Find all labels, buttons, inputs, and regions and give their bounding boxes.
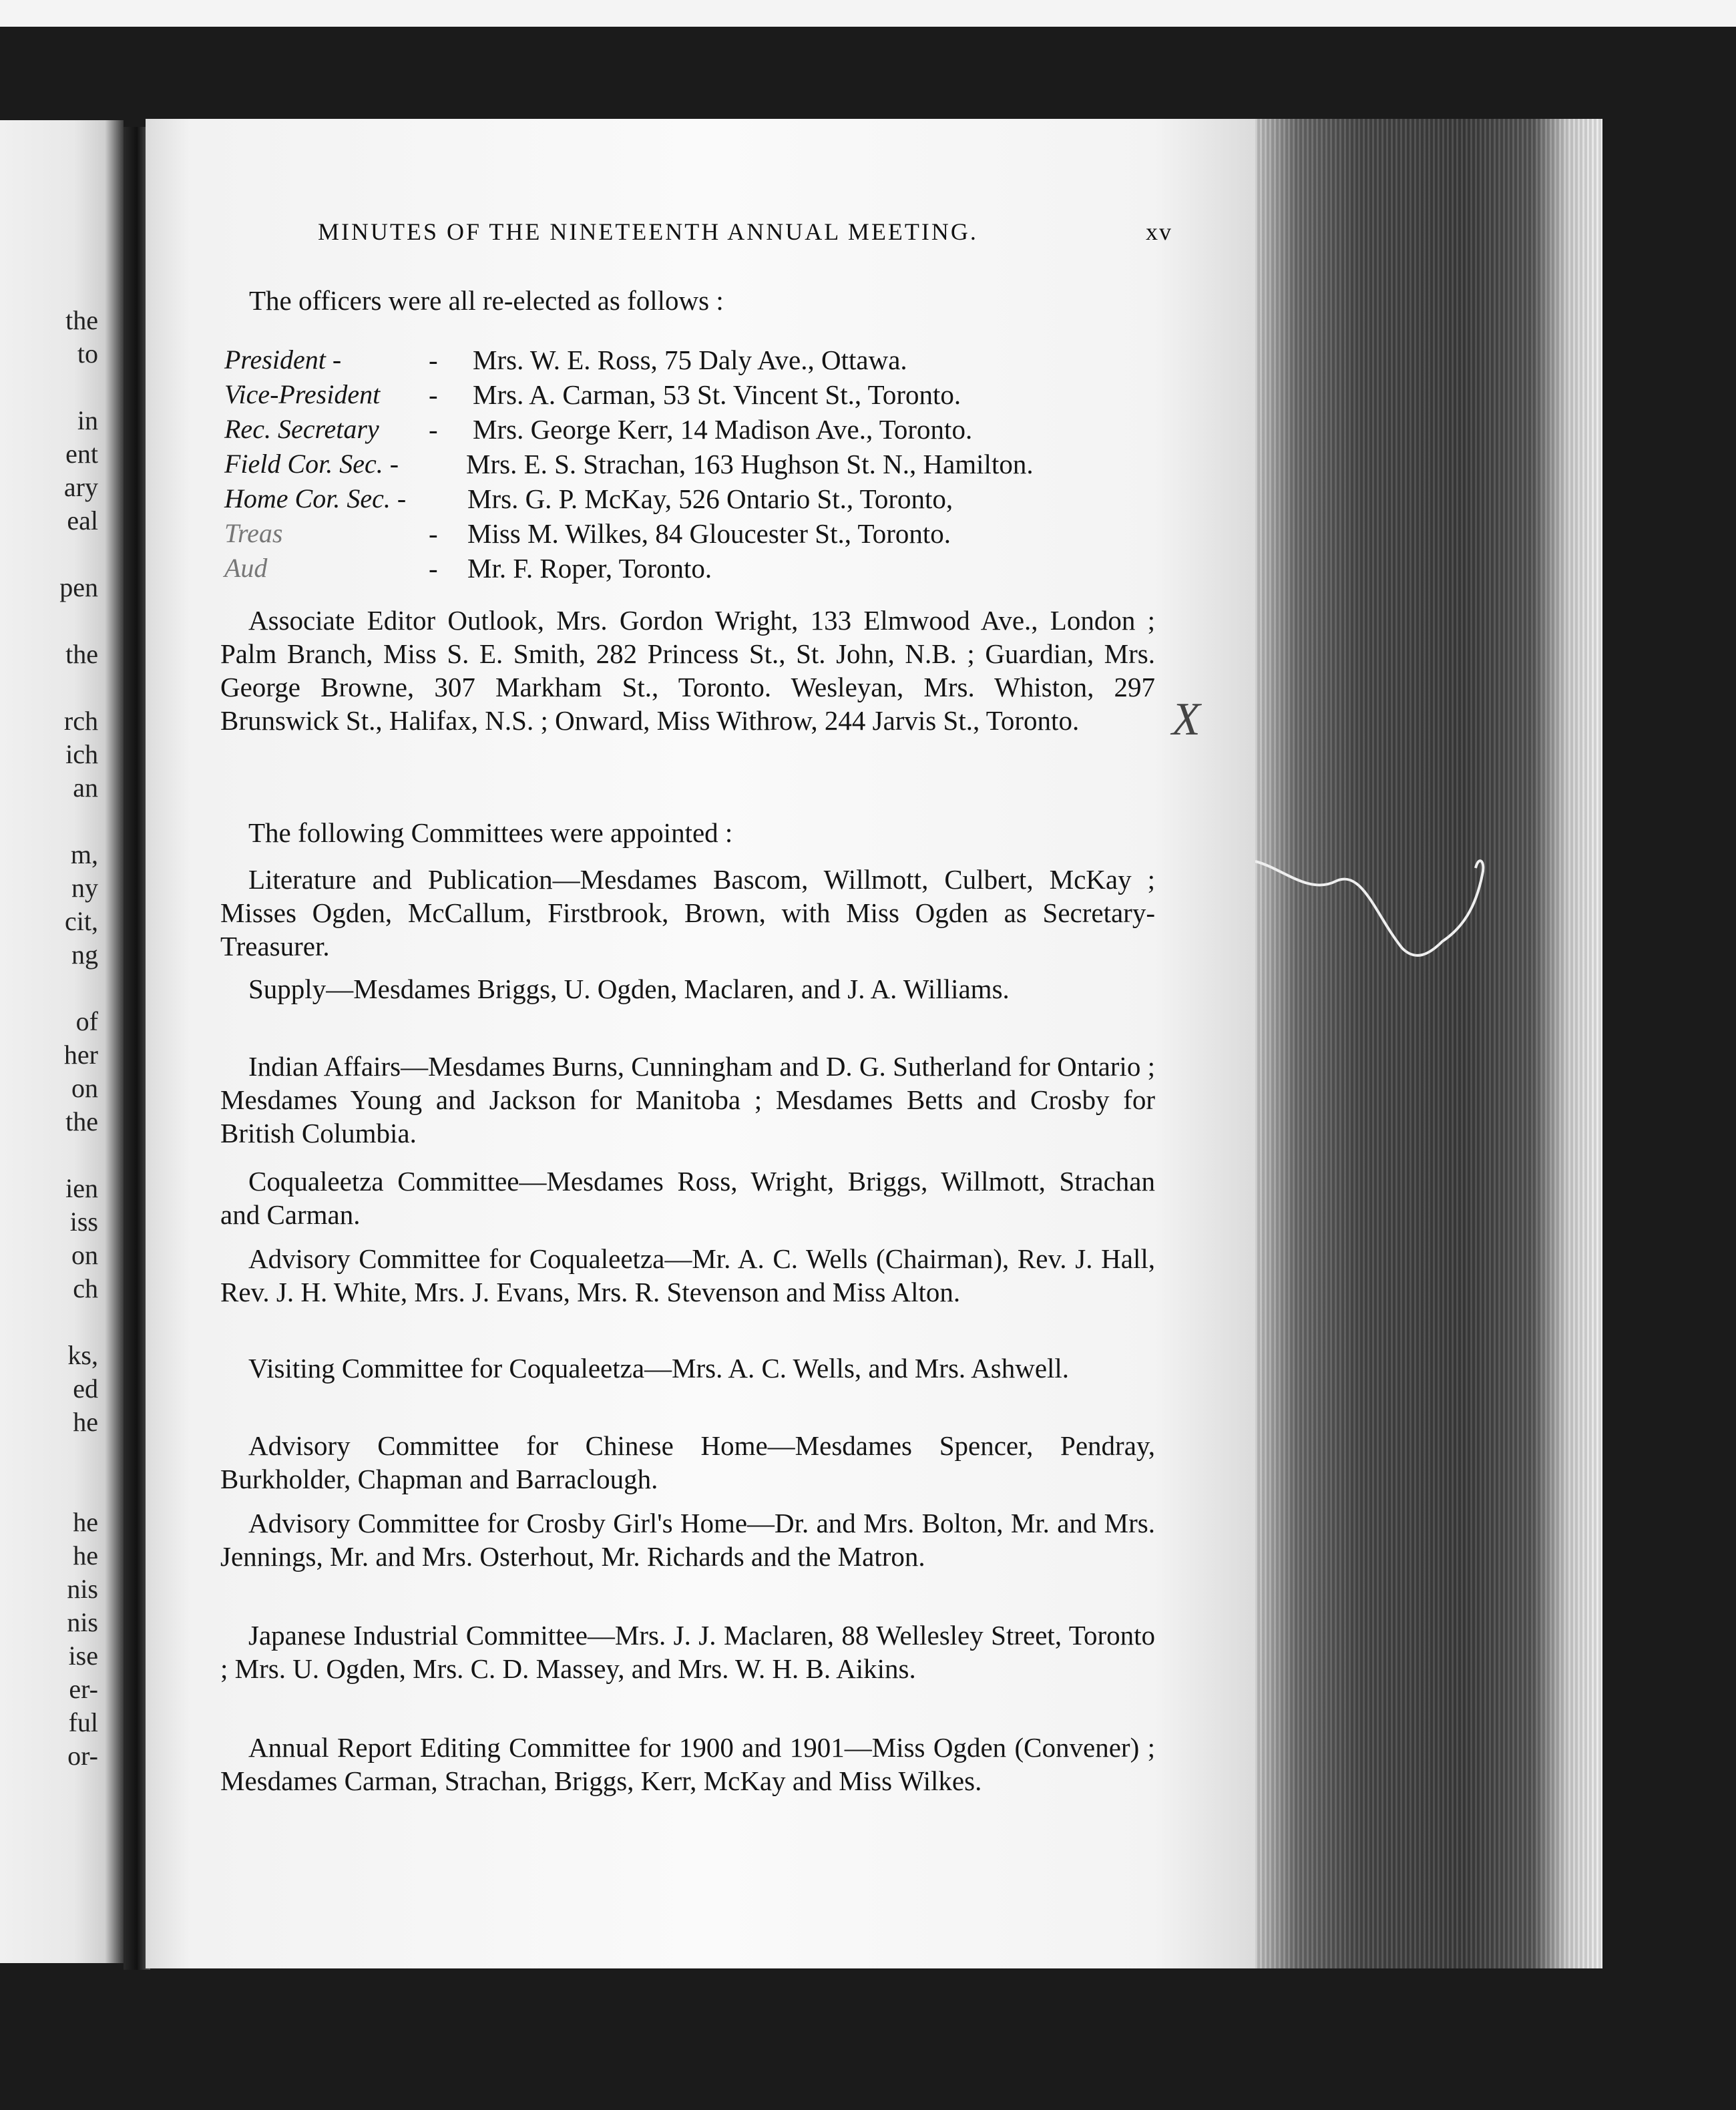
- left-fragment: ch: [73, 1273, 98, 1303]
- left-fragment: ary: [63, 472, 98, 502]
- officers-intro: The officers were all re-elected as follows :: [249, 285, 724, 316]
- left-fragment: an: [73, 773, 98, 803]
- officer-role: Aud: [224, 553, 268, 583]
- left-fragment: to: [77, 339, 98, 369]
- left-fragment: or-: [67, 1741, 98, 1771]
- left-fragment: ful: [68, 1707, 98, 1737]
- committee-japanese-industrial: Japanese Industrial Committee—Mrs. J. J. Maclaren, 88 Wellesley Street, Toronto ; Mrs. U. Ogden, Mrs. C. D. Massey, and Mrs. W. H. B. Aikins.: [220, 1620, 1155, 1684]
- officer-value: Mrs. George Kerr, 14 Madison Ave., Toronto.: [473, 414, 973, 445]
- officer-role: Vice-President: [224, 379, 381, 409]
- left-fragment: ks,: [67, 1340, 98, 1370]
- officer-row: [224, 552, 1159, 587]
- left-fragment: ise: [68, 1641, 98, 1671]
- left-fragment: nis: [67, 1574, 98, 1604]
- left-fragment: nis: [67, 1607, 98, 1637]
- left-fragment: pen: [59, 572, 98, 602]
- left-fragment: he: [73, 1507, 98, 1537]
- stray-thread-scribble: [1255, 855, 1502, 975]
- left-fragment: ny: [71, 873, 98, 903]
- margin-mark: X: [1172, 694, 1201, 745]
- page-edges-stack: [1255, 119, 1602, 1968]
- officer-row: [224, 344, 1159, 379]
- left-fragment: of: [75, 1006, 98, 1036]
- officer-row: [224, 517, 1159, 552]
- left-fragment: on: [71, 1240, 98, 1270]
- committee-crosby-home: Advisory Committee for Crosby Girl's Home—Dr. and Mrs. Bolton, Mr. and Mrs. Jennings, Mr. and Mrs. Osterhout, Mr. Richards and the Matron.: [220, 1508, 1155, 1572]
- officer-role: Home Cor. Sec. -: [224, 483, 407, 513]
- officer-row: [224, 483, 1159, 517]
- left-fragment: he: [73, 1540, 98, 1570]
- officer-value: Mrs. A. Carman, 53 St. Vincent St., Toronto.: [473, 379, 961, 410]
- left-fragment: on: [71, 1073, 98, 1103]
- officer-row: [224, 379, 1159, 413]
- running-header: [318, 218, 1172, 246]
- officer-role: Rec. Secretary: [224, 414, 379, 444]
- committee-supply: Supply—Mesdames Briggs, U. Ogden, Maclaren, and J. A. Williams.: [248, 974, 1010, 1004]
- committee-advisory-coqualeetza: Advisory Committee for Coqualeetza—Mr. A. C. Wells (Chairman), Rev. J. Hall, Rev. J. H. White, Mrs. J. Evans, Mrs. R. Stevenson and Miss Alton.: [220, 1243, 1155, 1307]
- officer-dash: -: [429, 345, 438, 375]
- officer-value: Miss M. Wilkes, 84 Gloucester St., Toronto.: [467, 518, 951, 549]
- left-fragment: er-: [69, 1674, 98, 1704]
- left-fragment: ich: [65, 739, 98, 769]
- committee-chinese-home: Advisory Committee for Chinese Home—Mesdames Spencer, Pendray, Burkholder, Chapman and Barraclough.: [220, 1430, 1155, 1494]
- left-facing-page: [0, 120, 124, 1963]
- committee-indian-affairs: Indian Affairs—Mesdames Burns, Cunningham and D. G. Sutherland for Ontario ; Mesdames Young and Jackson for Manitoba ; Mesdames Betts and Crosby for British Columbia.: [220, 1051, 1155, 1148]
- officer-dash: -: [429, 553, 438, 584]
- officer-dash: -: [429, 379, 438, 410]
- officer-role: Field Cor. Sec. -: [224, 449, 399, 479]
- officer-row: [224, 448, 1159, 483]
- film-top-edge: [0, 0, 1736, 27]
- officer-dash: -: [429, 414, 438, 445]
- left-fragment: the: [65, 305, 98, 335]
- committee-visiting-coqualeetza: Visiting Committee for Coqualeetza—Mrs. A. C. Wells, and Mrs. Ashwell.: [248, 1353, 1070, 1384]
- editors-paragraph: Associate Editor Outlook, Mrs. Gordon Wright, 133 Elmwood Ave., London ; Palm Branch, Miss S. E. Smith, 282 Princess St., St. John, N.B. ; Guardian, Mrs. George Browne, 307 Markham St., Toronto. Wesleyan, Mrs. Whiston, 297 Brunswick St., Halifax, N.S. ; Onward, Miss Withrow, 244 Jarvis St., Toronto.: [220, 605, 1155, 736]
- left-fragment: her: [63, 1040, 98, 1070]
- left-fragment: rch: [63, 706, 98, 736]
- officer-dash: -: [429, 518, 438, 549]
- left-fragment: he: [73, 1407, 98, 1437]
- left-fragment: iss: [69, 1207, 98, 1237]
- left-fragment: in: [77, 405, 98, 435]
- officer-value: Mrs. W. E. Ross, 75 Daly Ave., Ottawa.: [473, 345, 907, 375]
- officer-value: Mr. F. Roper, Toronto.: [467, 553, 712, 584]
- committees-intro: The following Committees were appointed :: [248, 817, 733, 848]
- left-fragment: eal: [67, 505, 98, 536]
- left-fragment: ien: [65, 1173, 98, 1203]
- left-fragment: ent: [65, 439, 98, 469]
- left-fragment: ed: [73, 1374, 98, 1404]
- officer-row: [224, 413, 1159, 448]
- officer-role: President -: [224, 345, 342, 375]
- committee-annual-report: Annual Report Editing Committee for 1900 and 1901—Miss Ogden (Convener) ; Mesdames Carman, Strachan, Briggs, Kerr, McKay and Miss Wilkes.: [220, 1732, 1155, 1796]
- committee-literature: Literature and Publication—Mesdames Bascom, Willmott, Culbert, McKay ; Misses Ogden, McCallum, Firstbrook, Brown, with Miss Ogden as Secretary-Treasurer.: [220, 864, 1155, 962]
- officer-value: Mrs. G. P. McKay, 526 Ontario St., Toronto,: [467, 483, 953, 514]
- running-title: MINUTES OF THE NINETEENTH ANNUAL MEETING.: [318, 218, 978, 245]
- committee-coqualeetza: Coqualeetza Committee—Mesdames Ross, Wright, Briggs, Willmott, Strachan and Carman.: [220, 1166, 1155, 1230]
- left-fragment: ng: [71, 939, 98, 970]
- officer-value: Mrs. E. S. Strachan, 163 Hughson St. N., Hamilton.: [466, 449, 1034, 479]
- left-fragment: cit,: [65, 906, 98, 936]
- officer-role: Treas: [224, 518, 283, 548]
- page-number: xv: [1146, 218, 1172, 245]
- left-fragment: m,: [70, 839, 98, 869]
- left-fragment: the: [65, 1106, 98, 1136]
- left-fragment: the: [65, 639, 98, 669]
